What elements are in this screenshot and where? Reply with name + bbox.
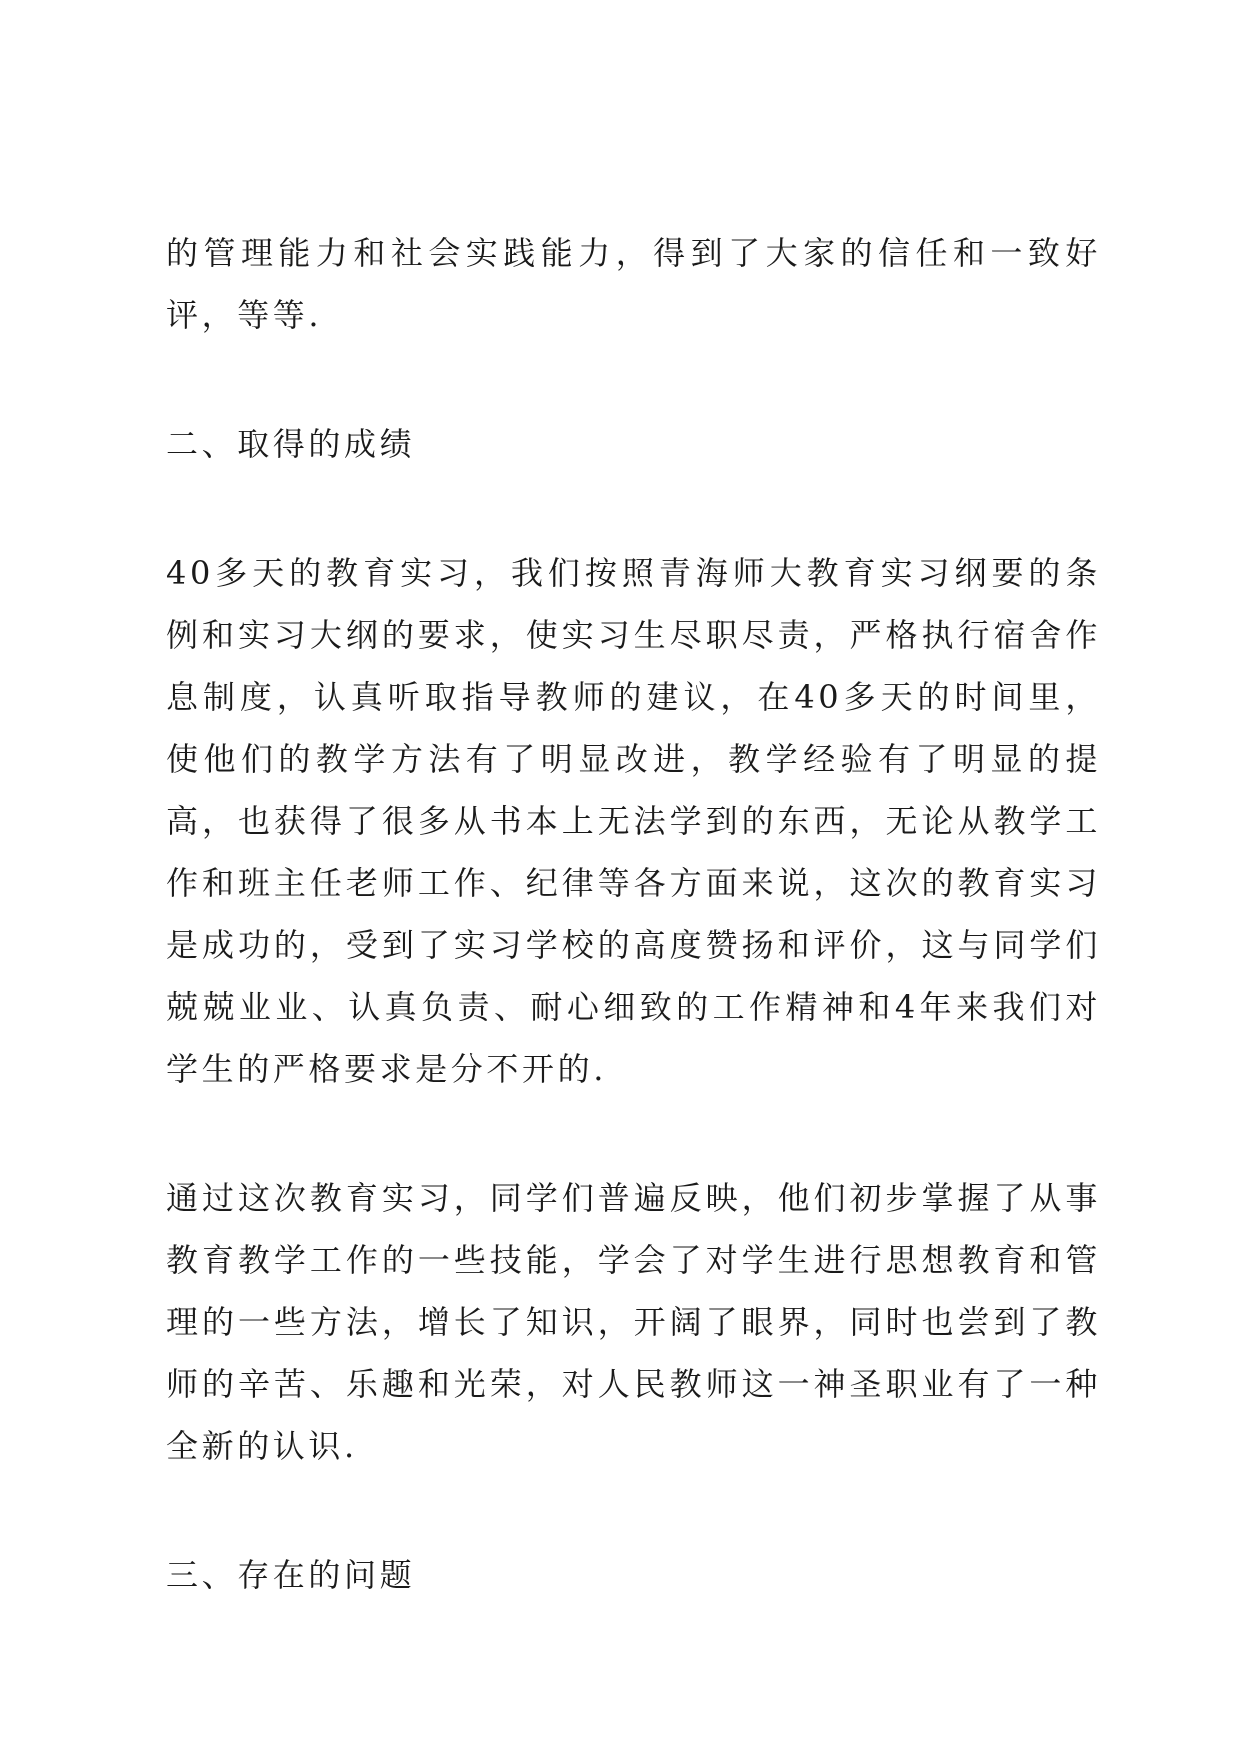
paragraph-internship-results: 40多天的教育实习，我们按照青海师大教育实习纲要的条例和实习大纲的要求，使实习生尽职尽责，严格执行宿舍作息制度，认真听取指导教师的建议，在40多天的时间里，使他们的教学方法有了明显改进，教学经验有了明显的提高，也获得了很多从书本上无法学到的东西，无论从教学工作和班主任老师工作、纪律等各方面来说，这次的教育实习是成功的，受到了实习学校的高度赞扬和评价，这与同学们兢兢业业、认真负责、耐心细致的工作精神和4年来我们对学生的严格要求是分不开的. — [166, 554, 1101, 1088]
section-heading-achievements: 二、取得的成绩 — [166, 425, 416, 463]
paragraph-spacer — [166, 475, 1101, 542]
paragraph-spacer — [166, 1100, 1101, 1167]
section-heading-problems: 三、存在的问题 — [166, 1556, 416, 1594]
paragraph-spacer — [166, 1477, 1101, 1544]
document-body — [166, 222, 1101, 1606]
paragraph-continuation: 的管理能力和社会实践能力，得到了大家的信任和一致好评，等等. — [166, 234, 1101, 334]
paragraph-student-feedback: 通过这次教育实习，同学们普遍反映，他们初步掌握了从事教育教学工作的一些技能，学会了对学生进行思想教育和管理的一些方法，增长了知识，开阔了眼界，同时也尝到了教师的辛苦、乐趣和光荣，对人民教师这一神圣职业有了一种全新的认识. — [166, 1179, 1101, 1465]
paragraph-spacer — [166, 346, 1101, 413]
